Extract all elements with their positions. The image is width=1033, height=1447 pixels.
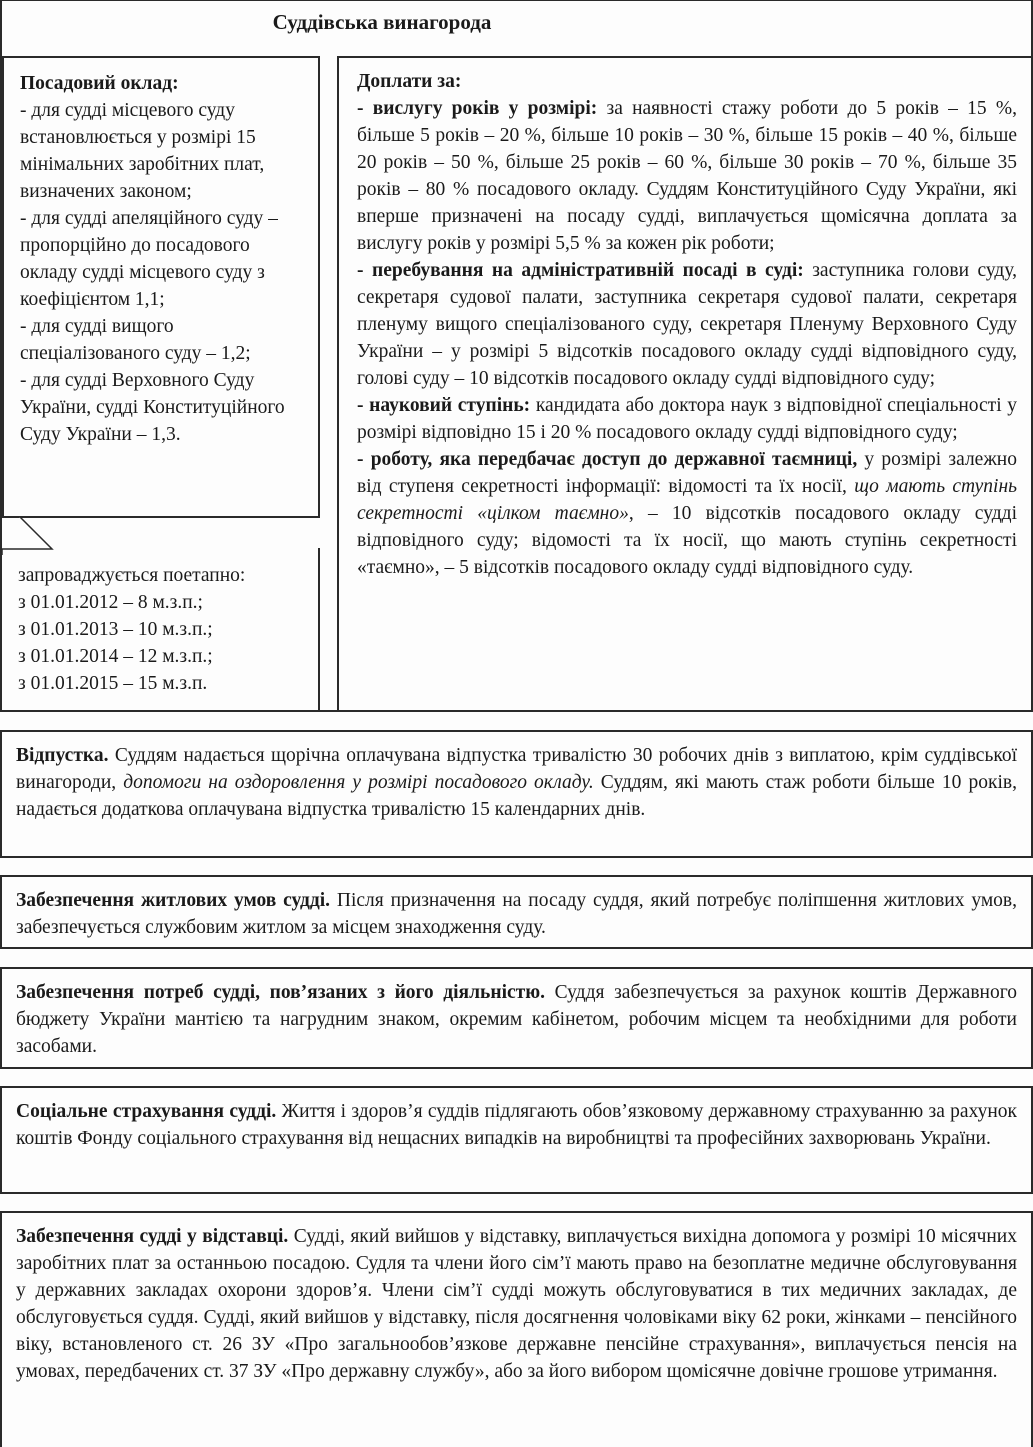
section-housing: Забезпечення житлових умов судді. Після призначення на посаду суддя, який потребує поліпшення житлових умов, забезпечується службовим житлом за місцем знаходження суду. <box>0 875 1033 949</box>
section-retirement: Забезпечення судді у відставці. Судді, який вийшов у відставку, виплачується вихідна допомога у розмірі 10 місячних заробітних плат за останньою посадою. Судля та члени його сім’ї мають право на безоплатне медичне обслуговування у державних закладах охорони здоров’я. Члени сім’ї судді можуть обслуговуватися в тих медичних закладах, де обслуговується суддя. Судді, який вийшов у відставку, після досягнення чоловіками віку 62 роки, жінками – пенсійного віку, встановленого ст. 26 ЗУ «Про загальнообов’язкове державне пенсійне страхування», виплачується пенсія на умовах, передбачених ст. 37 ЗУ «Про державну службу», або за його вибором щомісячне довічне грошове утримання. <box>0 1211 1033 1447</box>
salary-line: - для судді місцевого суду встановлюється у розмірі 15 мінімальних заробітних плат, визначених законом; <box>20 100 265 202</box>
phase-intro: запроваджується поетапно: <box>18 565 246 586</box>
phase-in-box <box>2 548 320 712</box>
phase-step: з 01.01.2015 – 15 м.з.п. <box>18 673 208 694</box>
phase-step: з 01.01.2012 – 8 м.з.п.; <box>18 592 203 613</box>
page-title: Суддівська винагорода <box>272 10 492 34</box>
section-work-needs: Забезпечення потреб судді, пов’язаних з його діяльністю. Суддя забезпечується за рахунок коштів Державного бюджету України мантією та нагрудним знаком, окремим кабінетом, робочим місцем та необхідними для роботи засобами. <box>0 967 1033 1069</box>
salary-box <box>2 56 320 518</box>
salary-line: - для судді Верховного Суду України, судді Конституційного Суду України – 1,3. <box>20 370 285 445</box>
phase-step: з 01.01.2013 – 10 м.з.п.; <box>18 619 213 640</box>
salary-line: - для судді апеляційного суду – пропорційно до посадового окладу судді місцевого суду з коефіцієнтом 1,1; <box>20 208 278 310</box>
section-vacation: Відпустка. Суддям надається щорічна оплачувана відпустка тривалістю 30 робочих днів з виплатою, крім суддівської винагороди, допомоги на оздоровлення у розмірі посадового окладу. Суддям, які мають стаж роботи більше 10 років, надається додаткова оплачувана відпустка тривалістю 15 календарних днів. <box>0 730 1033 858</box>
addition-item: - вислугу років у розмірі: за наявності стажу роботи до 5 років – 15 %, більше 5 років – 20 %, більше 10 років – 30 %, більше 15 років – 40 %, більше 20 років – 50 %, більше 25 років – 60 %, більше 30 років – 70 %, більше 35 років – 80 % посадового окладу. Суддям Конституційного Суду України, які вперше призначені на посаду судді, виплачується щомісячна доплата за вислугу років у розмірі 5,5 % за кожен рік роботи; <box>357 98 1017 254</box>
addition-item-secret: - роботу, яка передбачає доступ до державної таємниці, у розмірі залежно від ступеня секретності інформації: відомості та їх носії, що мають ступінь секретності «цілком таємно», – 10 відсотків посадового окладу судді відповідного суду; відомості та їх носії, що мають ступінь секретності «таємно», – 5 відсотків посадового окладу судді відповідного суду. <box>357 449 1017 578</box>
addition-item: - перебування на адміністративній посаді в суді: заступника голови суду, секретаря судової палати, заступника секретаря судової палати, секретаря пленуму вищого спеціалізованого суду, секретаря Пленуму Верховного Суду України – у розмірі 5 відсотків посадового окладу судді відповідного суду, голові суду – 10 відсотків посадового окладу судді відповідного суду; <box>357 260 1017 389</box>
salary-heading: Посадовий оклад: <box>20 73 179 94</box>
section-social-insurance: Соціальне страхування судді. Життя і здоров’я суддів підлягають обов’язковому державному страхуванню за рахунок коштів Фонду соціального страхування від нещасних випадків на виробництві та професійних захворювань України. <box>0 1086 1033 1194</box>
addition-item: - науковий ступінь: кандидата або доктора наук з відповідної спеціальності у розмірі відповідно 15 і 20 % посадового окладу судді відповідного суду; <box>357 395 1017 443</box>
phase-step: з 01.01.2014 – 12 м.з.п.; <box>18 646 213 667</box>
additions-heading: Доплати за: <box>357 71 462 92</box>
salary-line: - для судді вищого спеціалізованого суду – 1,2; <box>20 316 251 364</box>
additional-payments-box <box>337 56 1033 712</box>
